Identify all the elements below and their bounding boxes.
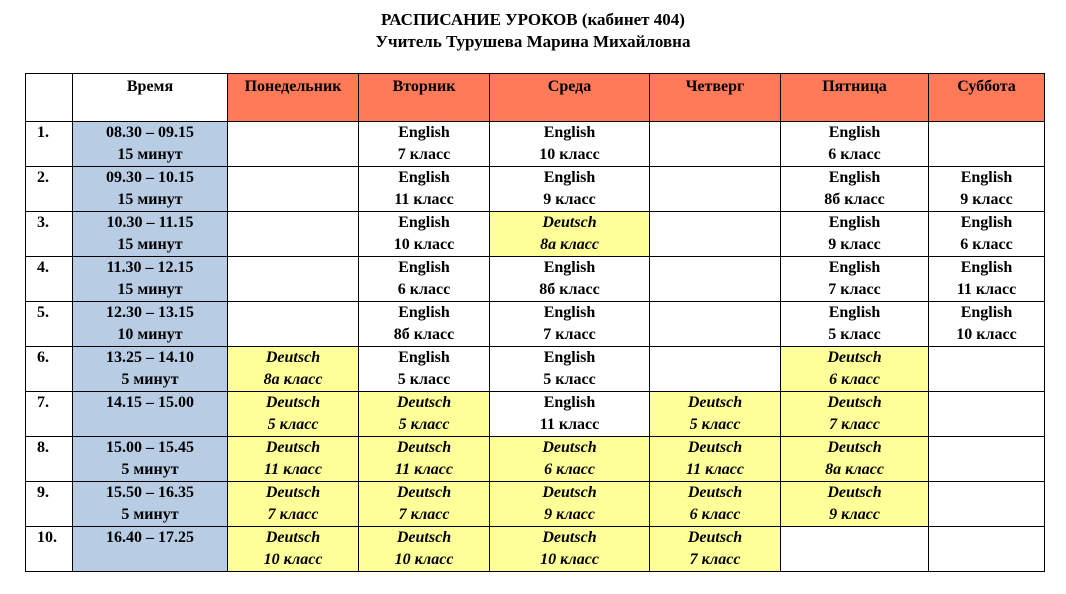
lesson-time: 12.30 – 13.15 [106,304,194,321]
lesson-subject: English [960,214,1013,231]
empty-cell-monday [228,122,359,167]
break-duration: 15 минут [117,146,183,163]
lesson-class: 5 класс [267,416,319,433]
table-row [26,257,1045,302]
lesson-subject: English [543,169,596,186]
lesson-cell-saturday [929,212,1045,257]
lesson-time: 10.30 – 11.15 [106,214,194,231]
lesson-number: 7. [26,392,73,437]
lesson-subject: English [828,124,881,141]
lesson-subject: Deutsch [265,529,321,546]
lesson-time-cell [73,167,228,212]
lesson-subject: Deutsch [265,394,321,411]
lesson-class: 11 класс [539,416,600,433]
lesson-class: 8б класс [539,281,600,298]
table-row [26,212,1045,257]
table-row [26,482,1045,527]
lesson-subject: English [398,349,450,366]
lesson-subject: English [828,214,881,231]
lesson-class: 5 класс [397,371,451,388]
lesson-number: 9. [26,482,73,527]
table-row [26,347,1045,392]
empty-cell-thursday [650,257,781,302]
schedule-table [25,73,1045,572]
lesson-cell-wednesday [490,482,650,527]
lesson-cell-wednesday [490,257,650,302]
lesson-cell-tuesday [359,257,490,302]
lesson-class: 11 класс [956,281,1017,298]
lesson-subject: Deutsch [687,529,743,546]
table-row [26,437,1045,482]
lesson-class: 11 класс [395,461,453,478]
lesson-cell-wednesday [490,167,650,212]
lesson-time: 08.30 – 09.15 [106,124,194,141]
lesson-cell-wednesday [490,392,650,437]
lesson-subject: English [828,304,881,321]
lesson-time: 09.30 – 10.15 [106,169,194,186]
lesson-subject: English [398,214,450,231]
lesson-class: 7 класс [267,506,319,523]
lesson-class: 7 класс [398,506,450,523]
lesson-subject: English [543,349,596,366]
lesson-cell-friday [781,212,929,257]
lesson-number: 8. [26,437,73,482]
lesson-time-cell [73,482,228,527]
teacher-name: Учитель Турушева Марина Михайловна [375,32,691,51]
lesson-number: 3. [26,212,73,257]
lesson-number: 5. [26,302,73,347]
lesson-class: 6 класс [828,146,881,163]
break-duration: 5 минут [121,371,179,388]
lesson-time: 15.00 – 15.45 [106,439,194,456]
schedule-body [26,122,1045,572]
lesson-subject: English [543,304,596,321]
lesson-class: 10 класс [263,551,323,568]
table-row [26,527,1045,572]
lesson-subject: Deutsch [542,214,597,231]
empty-cell-thursday [650,122,781,167]
empty-cell-monday [228,302,359,347]
lesson-class: 8б класс [824,191,885,208]
lesson-cell-wednesday [490,122,650,167]
lesson-cell-wednesday [490,347,650,392]
lesson-number: 6. [26,347,73,392]
lesson-class: 7 класс [829,416,880,433]
lesson-cell-tuesday [359,437,490,482]
lesson-subject: Deutsch [265,484,321,501]
lesson-cell-friday [781,437,929,482]
lesson-class: 7 класс [689,551,741,568]
lesson-time-cell [73,212,228,257]
table-row [26,122,1045,167]
lesson-class: 9 класс [960,191,1013,208]
lesson-cell-friday [781,482,929,527]
lesson-subject: Deutsch [542,484,597,501]
lesson-subject: English [828,259,881,276]
lesson-class: 8а класс [540,236,599,253]
lesson-cell-monday [228,437,359,482]
lesson-subject: English [398,304,450,321]
lesson-time-cell [73,527,228,572]
lesson-subject: English [543,259,596,276]
lesson-cell-friday [781,167,929,212]
lesson-cell-wednesday [490,212,650,257]
lesson-cell-monday [228,392,359,437]
lesson-class: 9 класс [543,191,596,208]
lesson-cell-tuesday [359,122,490,167]
lesson-class: 5 класс [828,326,881,343]
empty-cell-monday [228,212,359,257]
lesson-cell-wednesday [490,437,650,482]
lesson-subject: English [828,169,881,186]
lesson-time: 11.30 – 12.15 [106,259,194,276]
lesson-class: 11 класс [264,461,322,478]
lesson-time-cell [73,347,228,392]
lesson-class: 6 класс [544,461,595,478]
lesson-number: 10. [26,527,73,572]
break-duration: 5 минут [121,506,179,523]
lesson-class: 5 класс [398,416,450,433]
lesson-class: 8а класс [825,461,884,478]
lesson-subject: Deutsch [396,439,452,456]
break-duration: 10 минут [117,326,183,343]
lesson-time: 13.25 – 14.10 [106,349,194,366]
lesson-time-cell [73,437,228,482]
lesson-class: 7 класс [543,326,596,343]
lesson-subject: Deutsch [542,529,597,546]
lesson-subject: English [398,259,450,276]
header-number-cell [26,74,73,122]
empty-cell-friday [781,527,929,572]
lesson-subject: Deutsch [265,349,321,366]
lesson-subject: Deutsch [687,484,743,501]
lesson-subject: Deutsch [827,439,882,456]
empty-cell-saturday [929,437,1045,482]
lesson-class: 7 класс [397,146,451,163]
lesson-time-cell [73,122,228,167]
empty-cell-saturday [929,392,1045,437]
header-thursday: Четверг [650,74,781,122]
lesson-subject: English [398,169,450,186]
header-tuesday: Вторник [359,74,490,122]
lesson-class: 10 класс [540,551,599,568]
lesson-time: 16.40 – 17.25 [106,529,194,546]
empty-cell-monday [228,167,359,212]
empty-cell-monday [228,257,359,302]
lesson-subject: Deutsch [265,439,321,456]
lesson-cell-thursday [650,392,781,437]
lesson-cell-monday [228,527,359,572]
break-duration: 15 минут [117,191,183,208]
lesson-class: 9 класс [828,236,881,253]
lesson-cell-friday [781,392,929,437]
lesson-subject: Deutsch [542,439,597,456]
table-row [26,392,1045,437]
schedule-title: РАСПИСАНИЕ УРОКОВ (кабинет 404) [381,10,685,29]
lesson-number: 4. [26,257,73,302]
lesson-class: 10 класс [956,326,1017,343]
lesson-subject: Deutsch [687,394,743,411]
header-wednesday: Среда [490,74,650,122]
lesson-class: 8б класс [393,326,455,343]
lesson-cell-tuesday [359,167,490,212]
lesson-subject: Deutsch [396,394,452,411]
empty-cell-saturday [929,347,1045,392]
lesson-class: 8а класс [263,371,323,388]
lesson-class: 6 класс [689,506,741,523]
lesson-cell-friday [781,122,929,167]
lesson-cell-monday [228,347,359,392]
header-time: Время [73,74,228,122]
header-friday: Пятница [781,74,929,122]
lesson-cell-wednesday [490,527,650,572]
lesson-class: 6 класс [397,281,451,298]
lesson-class: 11 класс [394,191,454,208]
lesson-subject: English [543,394,596,411]
empty-cell-saturday [929,527,1045,572]
lesson-class: 6 класс [960,236,1013,253]
lesson-class: 7 класс [828,281,881,298]
lesson-number: 1. [26,122,73,167]
table-row [26,302,1045,347]
lesson-cell-thursday [650,437,781,482]
lesson-class: 10 класс [393,236,455,253]
header-monday: Понедельник [228,74,359,122]
lesson-subject: Deutsch [687,439,743,456]
empty-cell-thursday [650,212,781,257]
lesson-class: 5 класс [543,371,596,388]
lesson-cell-tuesday [359,392,490,437]
lesson-subject: English [960,304,1013,321]
empty-cell-thursday [650,302,781,347]
lesson-time: 15.50 – 16.35 [106,484,194,501]
lesson-cell-tuesday [359,302,490,347]
empty-cell-saturday [929,482,1045,527]
lesson-cell-saturday [929,167,1045,212]
lesson-subject: English [398,124,450,141]
lesson-subject: Deutsch [396,484,452,501]
lesson-subject: English [960,169,1013,186]
lesson-class: 6 класс [829,371,880,388]
lesson-cell-friday [781,347,929,392]
lesson-cell-friday [781,302,929,347]
lesson-number: 2. [26,167,73,212]
lesson-class: 11 класс [686,461,744,478]
break-duration: 15 минут [117,281,183,298]
lesson-time-cell [73,257,228,302]
lesson-class: 10 класс [539,146,600,163]
header-saturday: Суббота [929,74,1045,122]
lesson-subject: Deutsch [827,349,882,366]
empty-cell-saturday [929,122,1045,167]
lesson-cell-monday [228,482,359,527]
lesson-cell-thursday [650,482,781,527]
lesson-cell-tuesday [359,482,490,527]
lesson-cell-tuesday [359,212,490,257]
lesson-subject: English [960,259,1013,276]
header-row [26,74,1045,122]
lesson-subject: Deutsch [827,484,882,501]
lesson-time-cell [73,302,228,347]
lesson-cell-saturday [929,302,1045,347]
lesson-class: 9 класс [829,506,880,523]
lesson-cell-tuesday [359,527,490,572]
table-row [26,167,1045,212]
lesson-subject: English [543,124,596,141]
lesson-cell-thursday [650,527,781,572]
lesson-class: 10 класс [394,551,454,568]
break-duration: 15 минут [117,236,183,253]
lesson-subject: Deutsch [396,529,452,546]
lesson-class: 5 класс [689,416,741,433]
break-duration: 5 минут [121,461,179,478]
lesson-cell-tuesday [359,347,490,392]
lesson-cell-wednesday [490,302,650,347]
lesson-subject: Deutsch [827,394,882,411]
lesson-time: 14.15 – 15.00 [106,394,194,411]
empty-cell-thursday [650,167,781,212]
empty-cell-thursday [650,347,781,392]
lesson-class: 9 класс [544,506,595,523]
lesson-time-cell [73,392,228,437]
lesson-cell-saturday [929,257,1045,302]
lesson-cell-friday [781,257,929,302]
